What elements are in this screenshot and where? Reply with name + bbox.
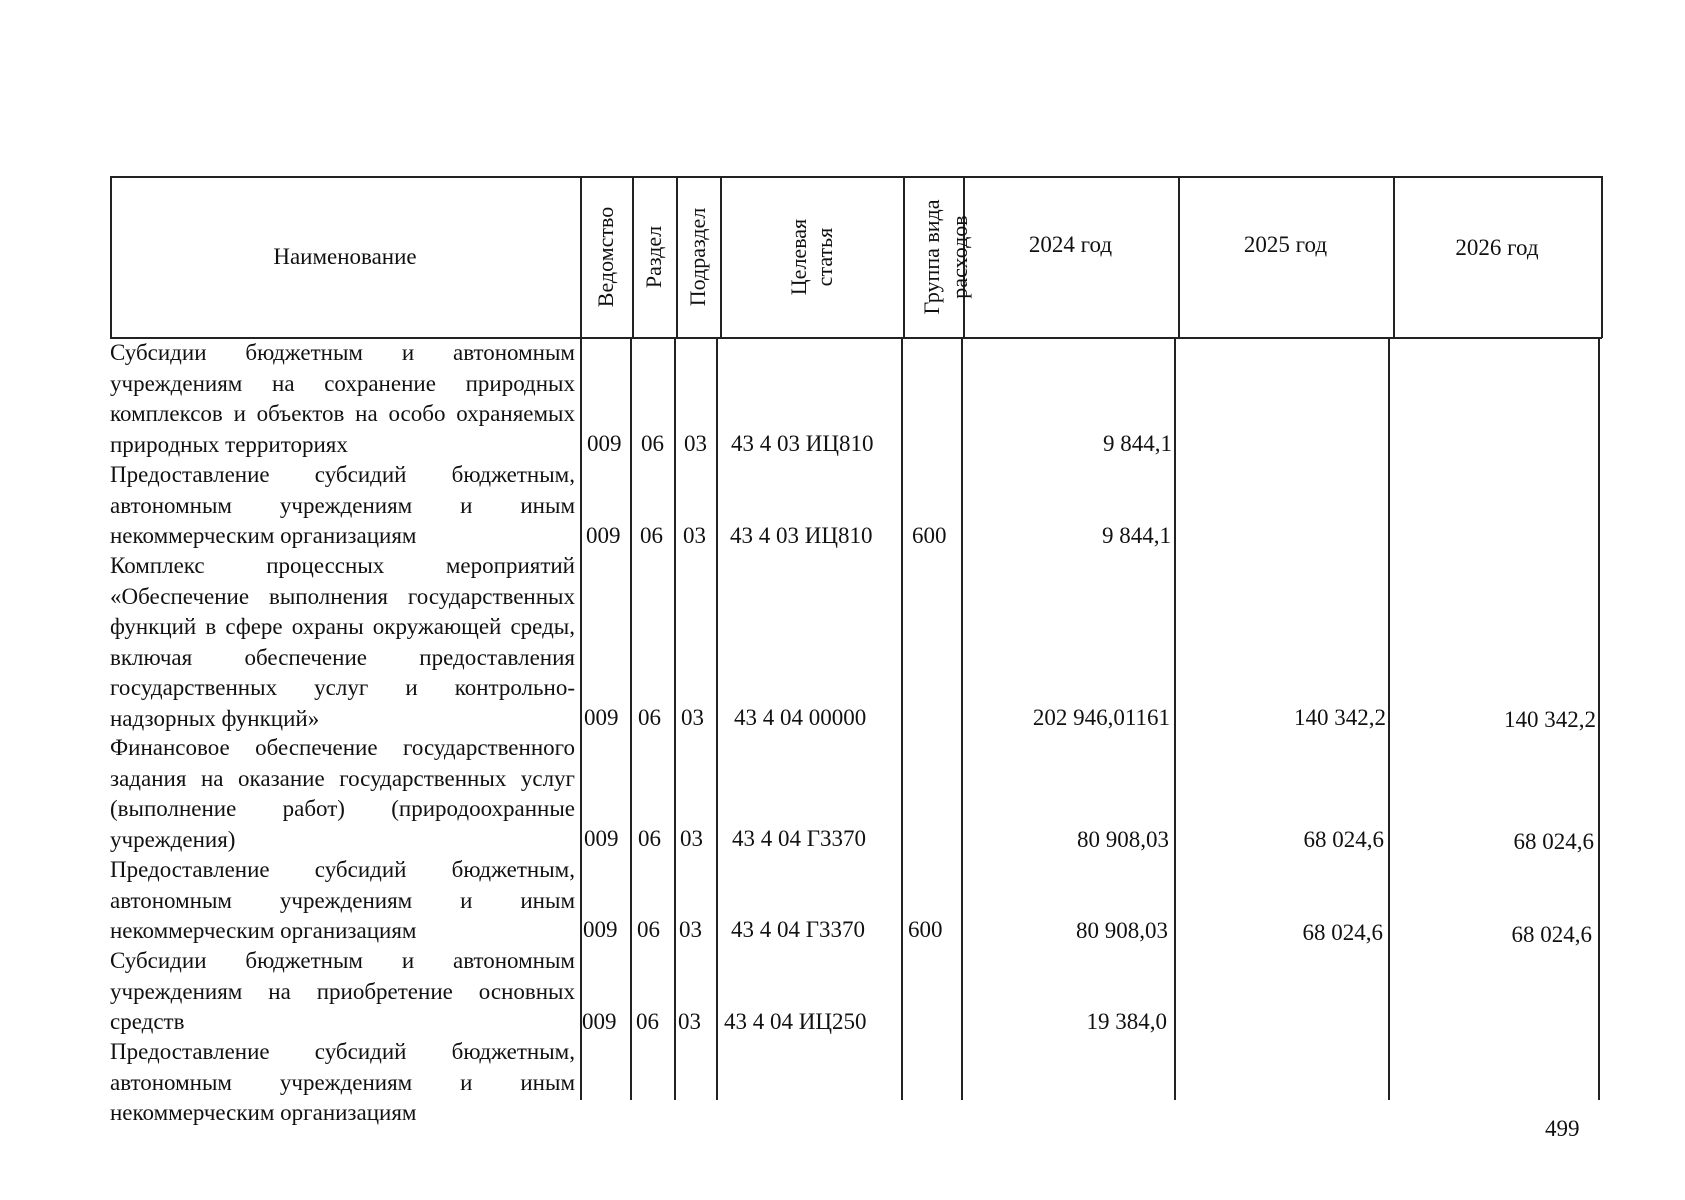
row-2024: 80 908,03 [1076, 918, 1168, 943]
row-target: 43 4 03 ИЦ810 [731, 431, 874, 456]
row-2024: 9 844,1 [1102, 523, 1171, 548]
col-border-podrazdel [720, 176, 722, 338]
row-razdel: 06 [640, 523, 663, 548]
row-ved: 009 [587, 431, 622, 456]
row-podrazdel: 03 [679, 917, 702, 942]
col-border-ved [632, 176, 634, 338]
row-name: Субсидии бюджетным и автономным учреждениям на приобретение основных средств [110, 948, 575, 1034]
body-col-border-name [580, 338, 582, 1100]
header-vedomstvo: Ведомство [593, 206, 618, 308]
row-podrazdel: 03 [680, 826, 703, 851]
row-2025: 140 342,2 [1294, 705, 1386, 730]
header-group-line1: Группа вида [919, 199, 944, 315]
row-name: Субсидии бюджетным и автономным учреждениям на сохранение природных комплексов и объектов на особо охраняемых природных территориях [110, 340, 575, 457]
body-col-border-2025 [1388, 338, 1390, 1100]
row-name: Комплекс процессных мероприятий «Обеспечение выполнения государственных функций в сфере охраны окружающей среды, включая обеспечение предоставления государственных услуг и контрольно-надзорных функций» [110, 553, 575, 731]
col-border-right [1601, 176, 1603, 338]
row-target: 43 4 04 Г3370 [732, 826, 867, 851]
row-ved: 009 [586, 523, 621, 548]
row-razdel: 06 [641, 431, 664, 456]
page-number: 499 [1545, 1116, 1580, 1141]
row-group: 600 [912, 523, 947, 548]
row-target: 43 4 03 ИЦ810 [730, 523, 873, 548]
row-target: 43 4 04 00000 [734, 705, 867, 730]
row-name: Предоставление субсидий бюджетным, автономным учреждениям и иным некоммерческим организациям [110, 1039, 575, 1125]
row-podrazdel: 03 [684, 431, 707, 456]
row-target: 43 4 04 ИЦ250 [724, 1009, 867, 1034]
row-name: Предоставление субсидий бюджетным, автономным учреждениям и иным некоммерческим организациям [110, 462, 575, 548]
header-target-line1: Целевая [786, 218, 811, 296]
header-top-border [110, 176, 1602, 178]
col-border-razdel [676, 176, 678, 338]
row-ved: 009 [584, 826, 619, 851]
row-target: 43 4 04 Г3370 [731, 917, 866, 942]
row-2025: 68 024,6 [1303, 827, 1384, 852]
row-razdel: 06 [637, 917, 660, 942]
row-podrazdel: 03 [681, 705, 704, 730]
header-target-line2: статья [812, 227, 837, 287]
row-group: 600 [908, 917, 943, 942]
row-razdel: 06 [638, 826, 661, 851]
row-2026: 140 342,2 [1504, 707, 1596, 732]
row-2024: 19 384,0 [1086, 1009, 1167, 1034]
row-razdel: 06 [636, 1009, 659, 1034]
row-2024: 202 946,01161 [1032, 705, 1170, 730]
row-podrazdel: 03 [678, 1009, 701, 1034]
body-col-border-2026 [1598, 338, 1600, 1100]
row-razdel: 06 [638, 705, 661, 730]
row-2026: 68 024,6 [1511, 922, 1592, 947]
col-border-target [903, 176, 905, 338]
header-2024: 2024 год [1028, 232, 1113, 257]
row-name: Предоставление субсидий бюджетным, автономным учреждениям и иным некоммерческим организациям [110, 857, 575, 943]
row-podrazdel: 03 [683, 523, 706, 548]
row-ved: 009 [583, 917, 618, 942]
body-col-border-2024 [1174, 338, 1176, 1100]
body-col-border-group [961, 338, 963, 1100]
row-name: Финансовое обеспечение государственного задания на оказание государственных услуг (выполнение работ) (природоохранные учреждения) [110, 735, 575, 852]
body-col-border-ved [630, 338, 632, 1100]
header-podrazdel: Подраздел [685, 207, 710, 307]
row-ved: 009 [584, 705, 619, 730]
header-2025: 2025 год [1243, 232, 1328, 257]
header-name: Наименование [273, 244, 417, 269]
header-2026: 2026 год [1455, 235, 1539, 260]
row-2025: 68 024,6 [1302, 920, 1383, 945]
row-2024: 9 844,1 [1103, 431, 1172, 456]
body-col-border-target [901, 338, 903, 1100]
body-col-border-razdel [674, 338, 676, 1100]
header-razdel: Раздел [641, 225, 666, 289]
header-group-line2: расходов [947, 215, 972, 299]
row-2026: 68 024,6 [1513, 829, 1594, 854]
row-ved: 009 [582, 1009, 617, 1034]
row-2024: 80 908,03 [1077, 827, 1169, 852]
body-col-border-podrazdel [716, 338, 718, 1100]
col-border-name [580, 176, 582, 338]
